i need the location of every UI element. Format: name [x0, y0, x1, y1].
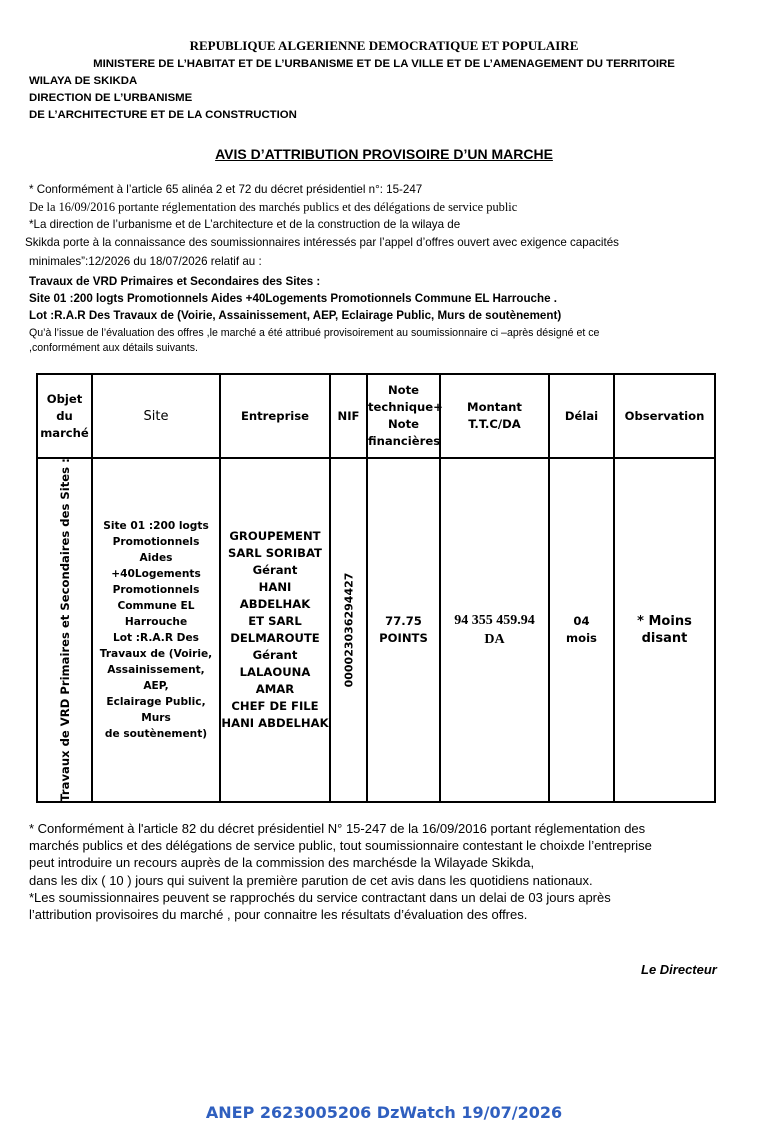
intro-small-1: Qu’à l’issue de l’évaluation des offres ,le marché a été attribué provisoirement au soumissionnaire ci –après désigné et ce [29, 327, 600, 339]
header-nif: NIF [330, 374, 367, 458]
signature: Le Directeur [641, 962, 717, 977]
intro-small-2: ,conformément aux détails suivants. [29, 342, 198, 354]
cell-objet [37, 458, 92, 802]
cell-note: 77.75 POINTS [367, 458, 440, 802]
nif-rotated-text: 000023036294427 [342, 572, 355, 688]
footer-line-6: l’attribution provisoires du marché , pour connaitre les résultats d’évaluation des offres. [29, 907, 528, 923]
header-site: Site [92, 374, 220, 458]
intro-line-1: * Conformément à l’article 65 alinéa 2 et 72 du décret présidentiel n°: 15-247 [29, 183, 423, 196]
header-observation: Observation [614, 374, 715, 458]
intro-bold-3: Lot :R.A.R Des Travaux de (Voirie, Assainissement, AEP, Eclairage Public, Murs de soutènement) [29, 309, 562, 322]
wilaya-heading: WILAYA DE SKIKDA [29, 75, 138, 87]
intro-line-4: Skikda porte à la connaissance des soumissionnaires intéressés par l’appel d’offres ouvert avec exigence capacités [25, 236, 619, 249]
cell-delai: 04 mois [549, 458, 614, 802]
cell-entreprise: GROUPEMENT SARL SORIBAT Gérant HANI ABDELHAK ET SARL DELMAROUTE Gérant LALAOUNA AMAR CHEF DE FILE HANI ABDELHAK [220, 458, 330, 802]
header-entreprise: Entreprise [220, 374, 330, 458]
table-row [37, 458, 715, 802]
intro-bold-2: Site 01 :200 logts Promotionnels Aides +40Logements Promotionnels Commune EL Harrouche . [29, 292, 557, 305]
footer-line-1: * Conformément à l'article 82 du décret présidentiel N° 15-247 de la 16/09/2016 portant réglementation des [29, 821, 646, 836]
intro-bold-1: Travaux de VRD Primaires et Secondaires des Sites : [29, 275, 321, 288]
objet-rotated-text: Travaux de VRD Primaires et Secondaires des Sites : [57, 458, 72, 802]
republic-heading: REPUBLIQUE ALGERIENNE DEMOCRATIQUE ET POPULAIRE [189, 38, 579, 53]
direction-heading: DIRECTION DE L’URBANISME [29, 92, 193, 104]
header-delai: Délai [549, 374, 614, 458]
intro-line-2: De la 16/09/2016 portante réglementation des marchés publics et des délégations de service public [29, 200, 518, 214]
ministry-heading: MINISTERE DE L’HABITAT ET DE L’URBANISME ET DE LA VILLE ET DE L’AMENAGEMENT DU TERRITOIRE [93, 58, 675, 70]
direction-heading-2: DE L’ARCHITECTURE ET DE LA CONSTRUCTION [29, 109, 297, 121]
intro-line-5: minimales”:12/2026 du 18/07/2026 relatif au : [29, 255, 262, 268]
header-note: Note technique+ Note financières [367, 374, 440, 458]
table-header-row [37, 374, 715, 458]
header-objet: Objet du marché [37, 374, 92, 458]
footer-line-5: *Les soumissionnaires peuvent se rapprochés du service contractant dans un delai de 03 jours après [29, 889, 611, 905]
intro-line-3: *La direction de l’urbanisme et de L’architecture et de la construction de la wilaya de [29, 218, 461, 231]
cell-montant: 94 355 459.94 DA [440, 458, 549, 802]
cell-nif [330, 458, 367, 802]
notice-title: AVIS D’ATTRIBUTION PROVISOIRE D’UN MARCHE [215, 146, 553, 162]
footer-line-4: dans les dix ( 10 ) jours qui suivent la première parution de cet avis dans les quotidiens nationaux. [29, 872, 593, 888]
footer-line-3: peut introduire un recours auprès de la commission des marchésde la Wilayade Skikda, [29, 855, 535, 871]
header-montant: Montant T.T.C/DA [440, 374, 549, 458]
footer-line-2: marchés publics et des délégations de service public, tout soumissionnaire contestant le choixde l’entreprise [29, 838, 652, 854]
publication-reference: ANEP 2623005206 DzWatch 19/07/2026 [205, 1103, 563, 1122]
footer-paragraph [29, 820, 749, 923]
award-table [36, 373, 716, 803]
cell-site: Site 01 :200 logts Promotionnels Aides +40Logements Promotionnels Commune EL Harrouche Lot :R.A.R Des Travaux de (Voirie, Assainissement, AEP, Eclairage Public, Murs de soutènement) [92, 458, 220, 802]
cell-observation: * Moins disant [614, 458, 715, 802]
